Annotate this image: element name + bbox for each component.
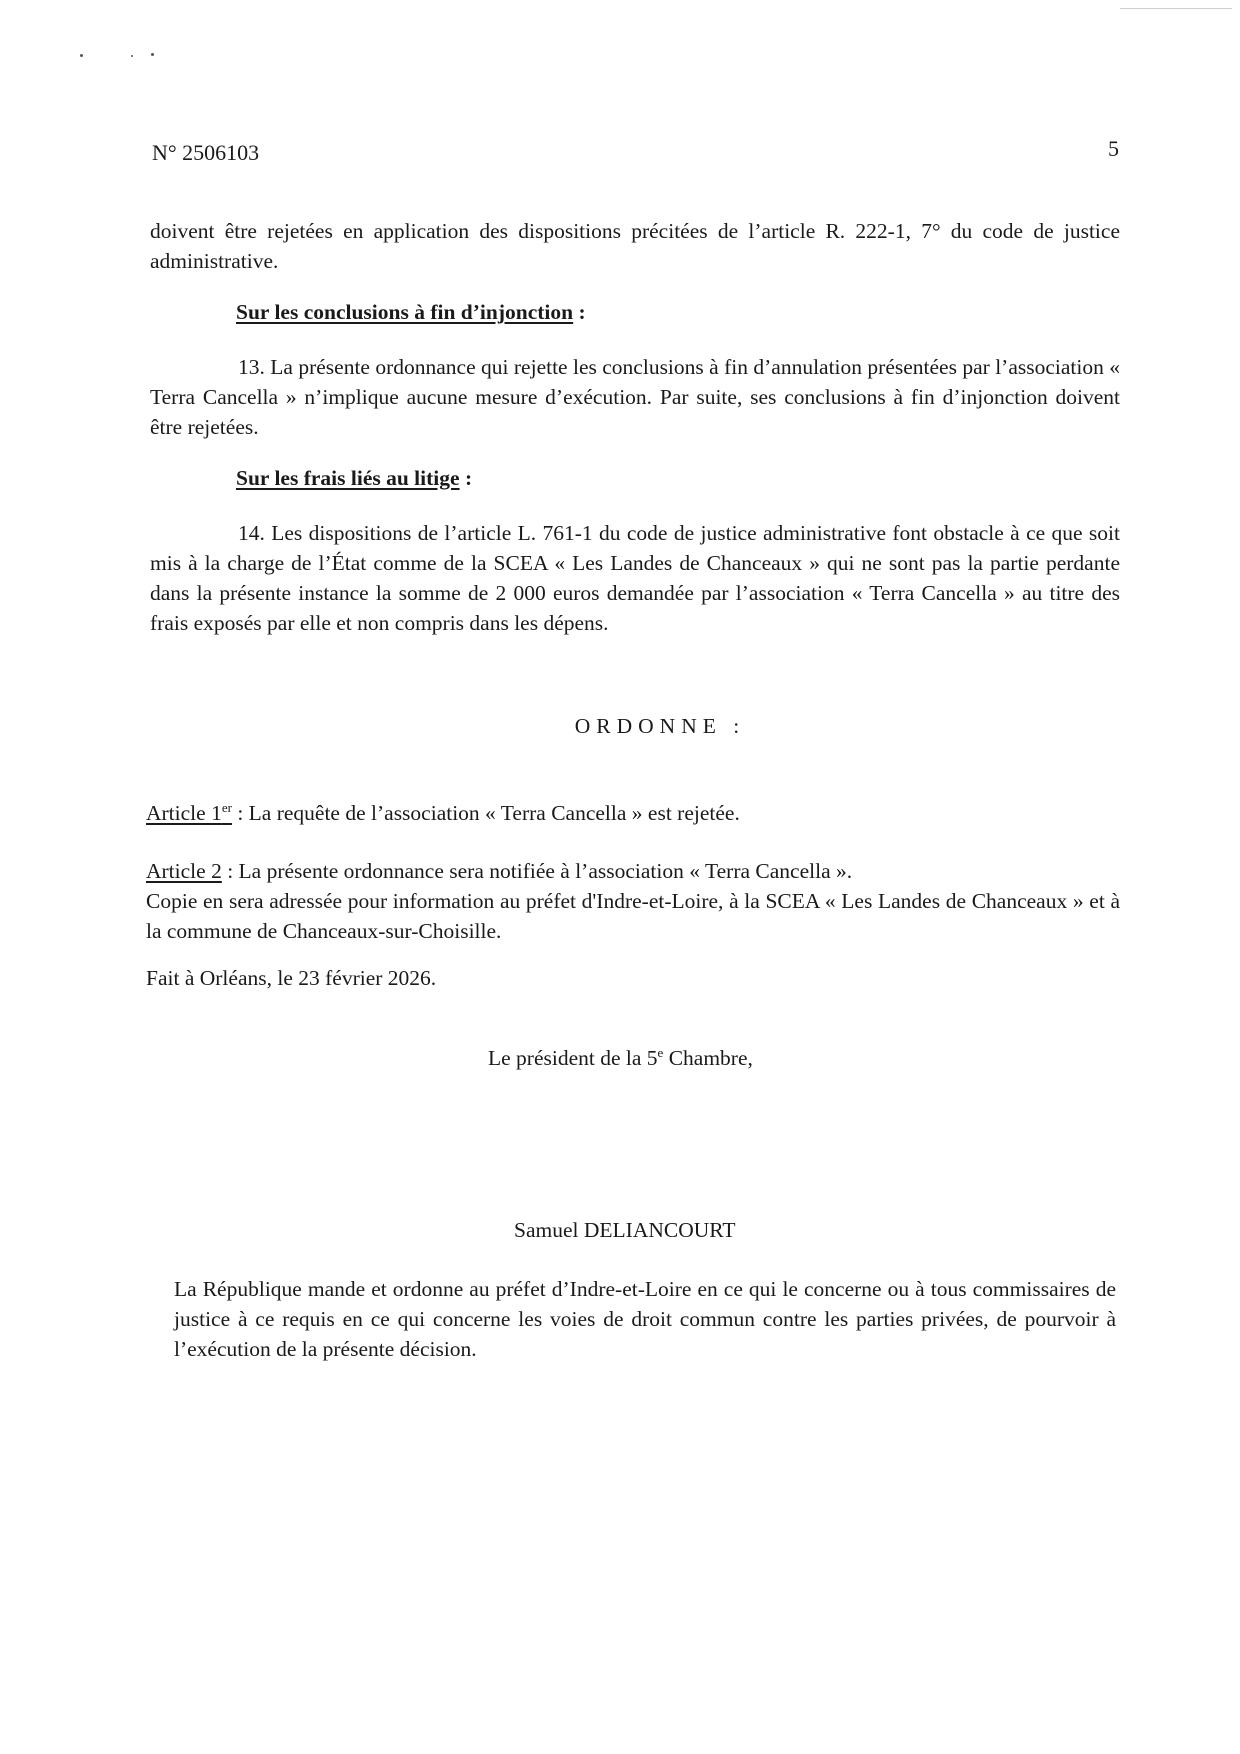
paragraph-13: 13. La présente ordonnance qui rejette les conclusions à fin d’annulation présentées par l’association « Terra Cancella » n’implique aucune mesure d’exécution. Par suite, ses conclusions à fin d’injonction doivent être rejetées.: [150, 355, 1120, 439]
heading-injonction: [236, 300, 586, 325]
article-1: [146, 798, 1120, 828]
formule-executoire: La République mande et ordonne au préfet d’Indre-et-Loire en ce qui le concerne ou à tous commissaires de justice à ce requis en ce qui concerne les voies de droit commun contre les parties privées, de pourvoir à l’exécution de la présente décision.: [174, 1277, 1116, 1361]
president-prefix: Le président de la 5: [488, 1046, 658, 1070]
heading-frais: [236, 466, 472, 491]
article-2-copy: Copie en sera adressée pour information au préfet d'Indre-et-Loire, à la SCEA « Les Landes de Chanceaux » et à la commune de Chanceaux-sur-Choisille.: [146, 889, 1120, 943]
case-number: N° 2506103: [152, 140, 260, 165]
page-number: 5: [1108, 136, 1119, 161]
article-2-text: : La présente ordonnance sera notifiée à l’association « Terra Cancella ».: [221, 859, 853, 883]
president-suffix: Chambre,: [663, 1046, 753, 1070]
article-2-block: [146, 856, 1120, 946]
paragraph-continuation: doivent être rejetées en application des dispositions précitées de l’article R. 222-1, 7° du code de justice administrative.: [150, 219, 1120, 273]
scan-speck: [80, 54, 83, 57]
article-2: [146, 856, 1120, 886]
ordonne-title: ORDONNE :: [574, 714, 746, 738]
article-2-label: Article 2: [146, 859, 222, 883]
scan-artifact-line: [1120, 8, 1232, 9]
president-sup: e: [657, 1044, 664, 1060]
paragraph-14: 14. Les dispositions de l’article L. 761-1 du code de justice administrative font obstacle à ce que soit mis à la charge de l’État comme de la SCEA « Les Landes de Chanceaux » qui ne sont pas la partie perdante dans la présente instance la somme de 2 000 euros demandée par l’association « Terra Cancella » au titre des frais exposés par elle et non compris dans les dépens.: [150, 521, 1120, 635]
heading-suffix: :: [459, 466, 473, 490]
place-date: Fait à Orléans, le 23 février 2026.: [146, 966, 437, 990]
heading-injonction-text: Sur les conclusions à fin d’injonction: [236, 300, 574, 324]
article-1-label: [146, 801, 232, 825]
heading-suffix: :: [573, 300, 586, 324]
scan-speck: [131, 55, 133, 57]
president-line: [488, 1046, 753, 1071]
article-1-text: : La requête de l’association « Terra Cancella » est rejetée.: [231, 801, 740, 825]
article-1-sup: er: [221, 799, 232, 815]
article-1-label-text: Article 1: [146, 801, 222, 825]
heading-frais-text: Sur les frais liés au litige: [236, 466, 460, 490]
signer-name: Samuel DELIANCOURT: [514, 1218, 736, 1242]
scan-speck: [151, 53, 154, 56]
